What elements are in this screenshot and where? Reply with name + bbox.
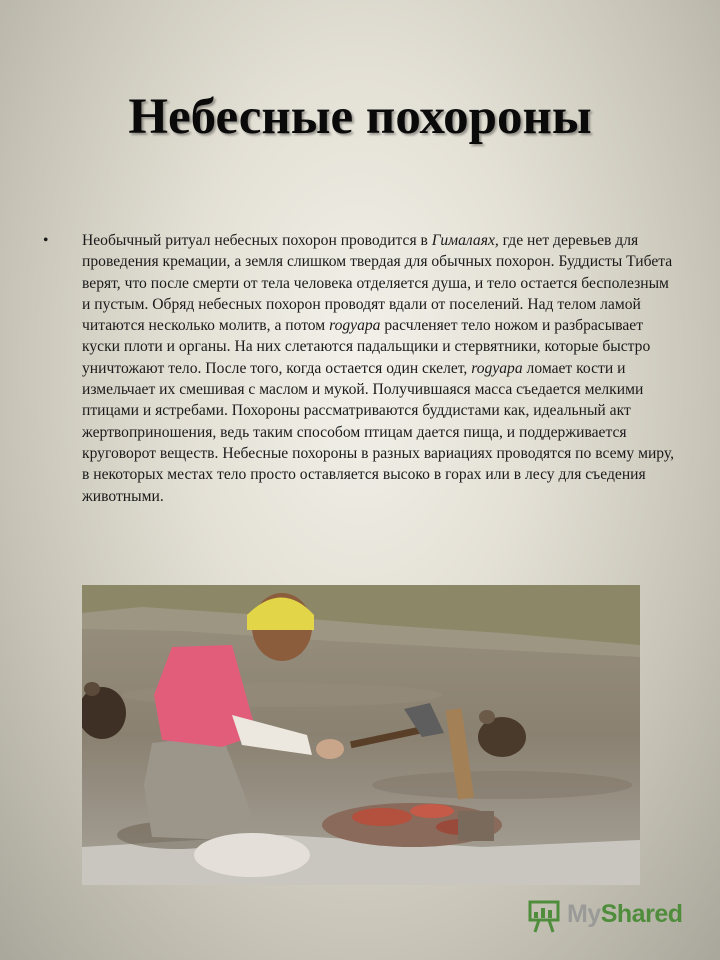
presentation-board-icon (527, 898, 563, 934)
body-text: расчленяет тело ножом и разбрасывает куски плоти и органы. На них слетаются падальщики и стервятники, которые быстро уничтожают тело. После того, когда остается один скелет, (82, 317, 651, 377)
slide-title: Небесные похороны (128, 89, 592, 145)
brand-part2: Shared (600, 900, 683, 928)
bullet-item (40, 230, 680, 507)
bullet-list (40, 230, 680, 507)
body-italic-place: Гималаях, (431, 232, 499, 249)
body-text: где нет деревьев для проведения кремации, а земля слишком твердая для обычных похорон. Буддисты Тибета верят, что после смерти от тела человека отделяется душа, и тело остается бесполезным и пустым. Обряд небесных похорон проводят вдали от поселений. Над телом ламой читаются несколько молитв, а потом (82, 232, 673, 335)
sky-burial-photo (82, 585, 640, 885)
body-italic-term: rogyapa (471, 359, 523, 377)
photo-illustration (82, 585, 640, 885)
remains (322, 803, 502, 847)
bullet-icon: • (43, 232, 49, 249)
body-text: ломает кости и измельчает их смешивая с маслом и мукой. Получившаяся масса съедается мелкими птицами и ястребами. Похороны рассматриваются буддистами как, идеальный акт жертвоприношения, ведь таким способом птицам дается пища, и поддерживается круговорот веществ. Небесные похороны в разных вариациях проводятся по всему миру, в некоторых местах тело просто оставляется высоко в горах или в лесу для съедения животными. (82, 359, 675, 505)
myshared-logo (527, 896, 697, 936)
body-italic-term: rogyapa (329, 317, 381, 335)
brand-part1: My (567, 900, 601, 928)
body-text: Необычный ритуал небесных похорон проводится в (82, 232, 432, 249)
myshared-wordmark (567, 900, 683, 929)
